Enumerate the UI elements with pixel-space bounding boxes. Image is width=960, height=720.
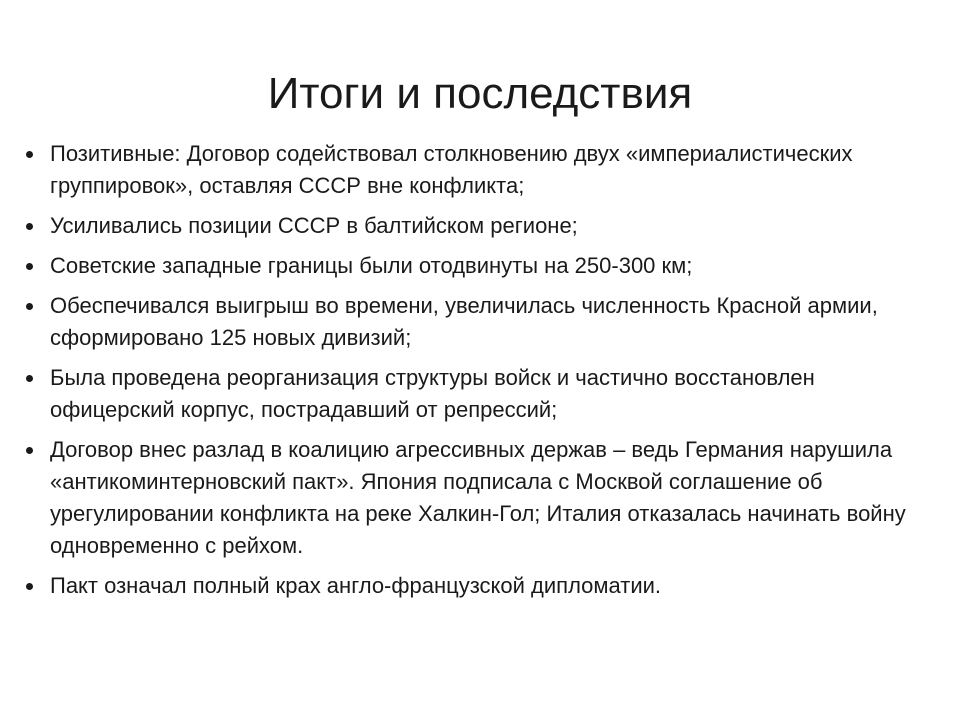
bullet-dot-icon bbox=[26, 375, 33, 382]
bullet-dot-icon bbox=[26, 223, 33, 230]
bullet-item bbox=[26, 138, 938, 202]
bullet-dot-icon bbox=[26, 263, 33, 270]
bullet-dot-icon bbox=[26, 447, 33, 454]
bullet-text: Договор внес разлад в коалицию агрессивных держав – ведь Германия нарушила «антикоминтерновский пакт». Япония подписала с Москвой соглашение об урегулировании конфликта на реке Халкин-Гол; Италия отказалась начинать войну одновременно с рейхом. bbox=[50, 437, 906, 558]
bullet-list bbox=[26, 138, 938, 610]
bullet-dot-icon bbox=[26, 303, 33, 310]
bullet-item bbox=[26, 250, 938, 282]
bullet-text: Позитивные: Договор содействовал столкновению двух «империалистических группировок», оставляя СССР вне конфликта; bbox=[50, 141, 853, 198]
bullet-item bbox=[26, 210, 938, 242]
bullet-text: Пакт означал полный крах англо-французской дипломатии. bbox=[50, 573, 662, 598]
bullet-text: Советские западные границы были отодвинуты на 250-300 км; bbox=[50, 253, 693, 278]
bullet-text: Была проведена реорганизация структуры войск и частично восстановлен офицерский корпус, пострадавший от репрессий; bbox=[50, 365, 815, 422]
bullet-item bbox=[26, 570, 938, 602]
slide-title: Итоги и последствия bbox=[267, 69, 693, 118]
bullet-text: Усиливались позиции СССР в балтийском регионе; bbox=[50, 213, 578, 238]
bullet-item bbox=[26, 290, 938, 354]
bullet-dot-icon bbox=[26, 583, 33, 590]
bullet-dot-icon bbox=[26, 151, 33, 158]
bullet-text: Обеспечивался выигрыш во времени, увеличилась численность Красной армии, сформировано 125 новых дивизий; bbox=[50, 293, 878, 350]
bullet-item bbox=[26, 362, 938, 426]
bullet-item bbox=[26, 434, 938, 562]
